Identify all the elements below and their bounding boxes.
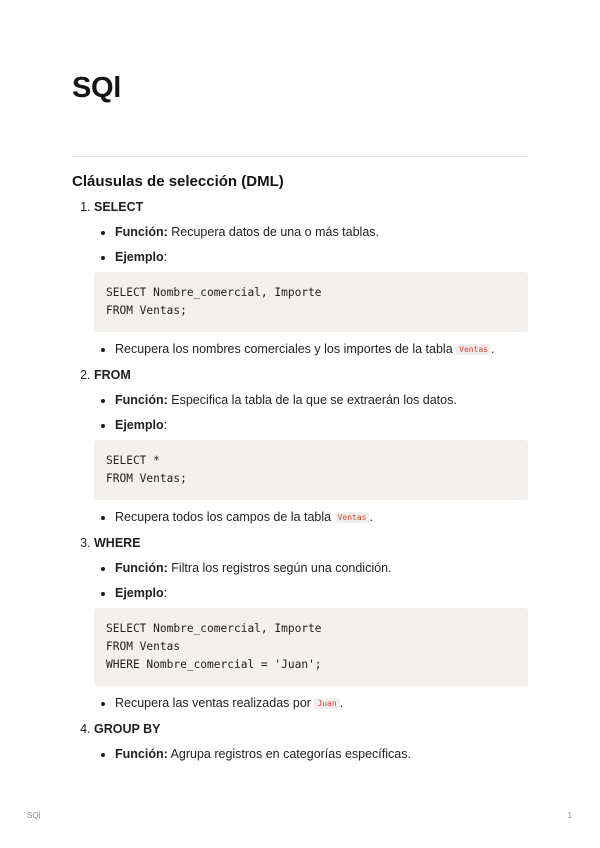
funcion-text: Especifica la tabla de la que se extraerán los datos. <box>167 393 457 407</box>
code-block: SELECT * FROM Ventas; <box>94 440 528 500</box>
clause-select <box>94 198 528 359</box>
inline-code: Ventas <box>456 344 491 355</box>
note-text: Recupera todos los campos de la tabla <box>115 510 335 524</box>
ejemplo-item <box>106 248 528 332</box>
note-end: . <box>369 510 373 524</box>
clause-list-container <box>72 198 528 770</box>
clause-details <box>94 745 528 763</box>
ejemplo-label: Ejemplo <box>115 586 164 600</box>
code-block: SELECT Nombre_comercial, Importe FROM Ventas WHERE Nombre_comercial = 'Juan'; <box>94 608 528 686</box>
page-title: SQl <box>72 72 122 104</box>
ejemplo-colon: : <box>163 418 168 432</box>
clause-details <box>94 223 528 359</box>
footer-document-title: SQl <box>27 811 41 820</box>
inline-code: Ventas <box>335 512 370 523</box>
ejemplo-item <box>106 584 528 686</box>
ejemplo-colon: : <box>163 250 168 264</box>
funcion-label: Función: <box>115 225 168 239</box>
clause-name: GROUP BY <box>94 722 161 736</box>
funcion-text: Agrupa registros en categorías específicas. <box>167 747 411 761</box>
title-divider <box>72 156 528 157</box>
note-item <box>115 340 528 359</box>
clause-name: FROM <box>94 368 131 382</box>
clause-from <box>94 366 528 527</box>
note-end: . <box>491 342 495 356</box>
section-heading: Cláusulas de selección (DML) <box>72 173 284 190</box>
clause-details <box>94 391 528 527</box>
funcion-text: Filtra los registros según una condición. <box>167 561 392 575</box>
ejemplo-colon: : <box>163 586 168 600</box>
funcion-text: Recupera datos de una o más tablas. <box>167 225 380 239</box>
footer-page-number: 1 <box>567 811 572 820</box>
ejemplo-item <box>106 416 528 500</box>
clause-list <box>72 198 528 763</box>
clause-name: SELECT <box>94 200 144 214</box>
note-item <box>115 508 528 527</box>
ejemplo-label: Ejemplo <box>115 418 164 432</box>
note-item <box>115 694 528 713</box>
funcion-item <box>115 559 528 577</box>
clause-group-by <box>94 720 528 763</box>
funcion-label: Función: <box>115 747 168 761</box>
clause-name: WHERE <box>94 536 141 550</box>
funcion-item <box>115 223 528 241</box>
code-block: SELECT Nombre_comercial, Importe FROM Ventas; <box>94 272 528 332</box>
note-end: . <box>339 696 344 710</box>
funcion-label: Función: <box>115 393 168 407</box>
clause-details <box>94 559 528 713</box>
funcion-item <box>115 391 528 409</box>
inline-code: Juan <box>314 698 339 709</box>
funcion-item <box>115 745 528 763</box>
ejemplo-label: Ejemplo <box>115 250 164 264</box>
funcion-label: Función: <box>115 561 168 575</box>
note-text: Recupera los nombres comerciales y los importes de la tabla <box>115 342 457 356</box>
clause-where <box>94 534 528 713</box>
note-text: Recupera las ventas realizadas por <box>115 696 315 710</box>
